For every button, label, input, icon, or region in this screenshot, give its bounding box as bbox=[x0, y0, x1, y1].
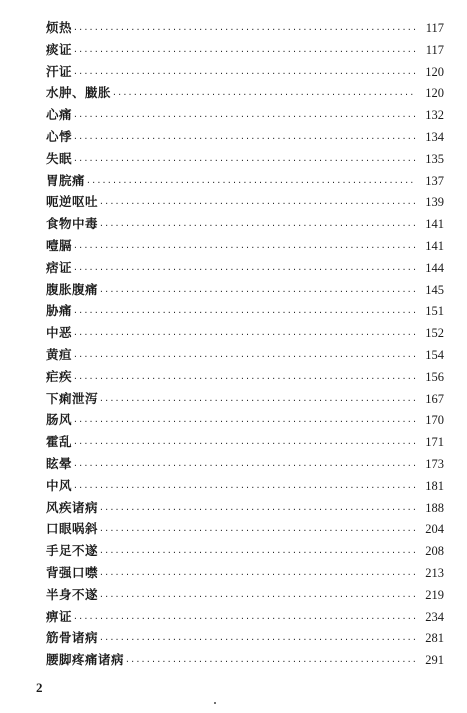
toc-entry[interactable] bbox=[46, 104, 444, 126]
toc-entry-title: 霍乱 bbox=[46, 434, 73, 450]
dot-leader bbox=[73, 433, 416, 455]
toc-entry-page: 167 bbox=[425, 391, 444, 406]
toc-entry-page: 139 bbox=[425, 195, 444, 210]
toc-entry[interactable] bbox=[46, 475, 444, 497]
dot-leader bbox=[125, 651, 416, 673]
toc-entry[interactable] bbox=[46, 126, 444, 148]
dot-leader bbox=[73, 63, 416, 85]
dot-leader bbox=[73, 411, 416, 433]
dot-leader bbox=[73, 608, 416, 630]
dot-leader bbox=[99, 564, 416, 586]
toc-entry-page: 134 bbox=[425, 129, 444, 144]
dot-leader bbox=[86, 172, 416, 194]
toc-entry[interactable] bbox=[46, 649, 444, 671]
toc-entry-title: 烦热 bbox=[46, 20, 73, 35]
toc-entry-title: 呃逆呕吐 bbox=[46, 194, 99, 210]
toc-entry-page: 291 bbox=[425, 653, 444, 668]
toc-entry-title: 手足不遂 bbox=[46, 543, 99, 559]
dot-leader bbox=[73, 477, 416, 499]
toc-entry[interactable] bbox=[46, 322, 444, 344]
toc-entry[interactable] bbox=[46, 148, 444, 170]
toc-entry-title: 肠风 bbox=[46, 412, 73, 428]
toc-entry-page: 145 bbox=[425, 282, 444, 297]
toc-entry-page: 181 bbox=[425, 478, 444, 493]
toc-entry-title: 失眠 bbox=[46, 150, 73, 166]
toc-entry[interactable] bbox=[46, 170, 444, 192]
toc-entry[interactable] bbox=[46, 540, 444, 562]
toc-entry-title: 汗证 bbox=[46, 63, 73, 79]
toc-entry-page: 152 bbox=[425, 326, 444, 341]
dot-leader bbox=[99, 629, 416, 651]
toc-entry-title: 中风 bbox=[46, 477, 73, 493]
toc-entry[interactable] bbox=[46, 497, 444, 519]
toc-entry-title: 水肿、臌胀 bbox=[46, 85, 112, 101]
toc-entry[interactable] bbox=[46, 388, 444, 410]
dot-leader bbox=[99, 542, 416, 564]
toc-entry-title: 风疾诸病 bbox=[46, 499, 99, 515]
toc-entry[interactable] bbox=[46, 518, 444, 540]
toc-entry[interactable] bbox=[46, 344, 444, 366]
toc-entry[interactable] bbox=[46, 366, 444, 388]
dot-leader bbox=[99, 586, 416, 608]
dot-leader bbox=[73, 19, 416, 41]
toc-entry-title: 筋骨诸病 bbox=[46, 630, 99, 646]
toc-entry-title: 食物中毒 bbox=[46, 216, 99, 232]
toc-entry-page: 117 bbox=[425, 42, 444, 57]
dot-leader bbox=[73, 237, 416, 259]
toc-entry[interactable] bbox=[46, 235, 444, 257]
page-number: 2 bbox=[36, 680, 43, 695]
toc-entry[interactable] bbox=[46, 453, 444, 475]
toc-entry-page: 154 bbox=[425, 347, 444, 362]
toc-entry-page: 156 bbox=[425, 369, 444, 384]
print-speck bbox=[214, 702, 216, 704]
toc-entry-title: 黄疸 bbox=[46, 346, 73, 362]
toc-entry-title: 心痛 bbox=[46, 107, 73, 123]
toc-entry-title: 疟疾 bbox=[46, 368, 73, 384]
toc-entry-title: 背强口噤 bbox=[46, 564, 99, 580]
dot-leader bbox=[99, 193, 416, 215]
toc-entry[interactable] bbox=[46, 39, 444, 61]
toc-entry[interactable] bbox=[46, 82, 444, 104]
dot-leader bbox=[73, 302, 416, 324]
toc-entry-page: 141 bbox=[425, 238, 444, 253]
toc-entry[interactable] bbox=[46, 213, 444, 235]
toc-entry-page: 144 bbox=[425, 260, 444, 275]
dot-leader bbox=[99, 215, 416, 237]
toc-entry-page: 213 bbox=[425, 565, 444, 580]
toc-entry-title: 中恶 bbox=[46, 325, 73, 341]
dot-leader bbox=[73, 128, 416, 150]
toc-entry-page: 141 bbox=[425, 217, 444, 232]
toc-entry-page: 137 bbox=[425, 173, 444, 188]
toc-entry[interactable] bbox=[46, 191, 444, 213]
toc-entry-page: 117 bbox=[425, 21, 444, 35]
toc-entry[interactable] bbox=[46, 17, 444, 39]
toc-entry[interactable] bbox=[46, 584, 444, 606]
toc-entry-title: 腰脚疼痛诸病 bbox=[46, 652, 125, 668]
toc-entry-page: 120 bbox=[425, 86, 444, 101]
toc-entry-title: 口眼㖞斜 bbox=[46, 521, 99, 537]
dot-leader bbox=[99, 281, 416, 303]
toc-entry-page: 151 bbox=[425, 304, 444, 319]
toc-entry[interactable] bbox=[46, 257, 444, 279]
toc-entry[interactable] bbox=[46, 409, 444, 431]
dot-leader bbox=[99, 390, 416, 412]
toc-entry-page: 170 bbox=[425, 413, 444, 428]
toc-entry-title: 心悸 bbox=[46, 128, 73, 144]
dot-leader bbox=[73, 259, 416, 281]
toc-entry-page: 171 bbox=[425, 435, 444, 450]
dot-leader bbox=[73, 41, 416, 63]
dot-leader bbox=[99, 499, 416, 521]
toc-entry-title: 痞证 bbox=[46, 259, 73, 275]
toc-entry-title: 痰证 bbox=[46, 41, 73, 57]
toc-entry-title: 痹证 bbox=[46, 608, 73, 624]
toc-entry-title: 下痢泄泻 bbox=[46, 390, 99, 406]
toc-entry-page: 234 bbox=[425, 609, 444, 624]
toc-entry[interactable] bbox=[46, 431, 444, 453]
dot-leader bbox=[73, 324, 416, 346]
toc-entry[interactable] bbox=[46, 300, 444, 322]
toc-entry[interactable] bbox=[46, 627, 444, 649]
toc-entry-page: 120 bbox=[425, 64, 444, 79]
dot-leader bbox=[99, 520, 416, 542]
toc-entry[interactable] bbox=[46, 61, 444, 83]
toc-entry-page: 208 bbox=[425, 544, 444, 559]
toc-entry-title: 胃脘痛 bbox=[46, 172, 86, 188]
dot-leader bbox=[73, 106, 416, 128]
toc-entry[interactable] bbox=[46, 606, 444, 628]
toc-entry-page: 188 bbox=[425, 500, 444, 515]
dot-leader bbox=[73, 346, 416, 368]
toc-entry-page: 281 bbox=[425, 631, 444, 646]
dot-leader bbox=[112, 84, 416, 106]
dot-leader bbox=[73, 368, 416, 390]
toc-entry-title: 噎膈 bbox=[46, 237, 73, 253]
toc-entry-page: 135 bbox=[425, 151, 444, 166]
dot-leader bbox=[73, 455, 416, 477]
toc-entry[interactable] bbox=[46, 279, 444, 301]
table-of-contents bbox=[46, 17, 444, 671]
toc-entry-page: 219 bbox=[425, 587, 444, 602]
toc-entry-page: 173 bbox=[425, 456, 444, 471]
toc-entry-title: 胁痛 bbox=[46, 303, 73, 319]
toc-entry-title: 眩晕 bbox=[46, 455, 73, 471]
toc-entry-title: 半身不遂 bbox=[46, 586, 99, 602]
toc-entry-page: 132 bbox=[425, 108, 444, 123]
dot-leader bbox=[73, 150, 416, 172]
toc-entry[interactable] bbox=[46, 562, 444, 584]
toc-entry-title: 腹胀腹痛 bbox=[46, 281, 99, 297]
toc-entry-page: 204 bbox=[425, 522, 444, 537]
